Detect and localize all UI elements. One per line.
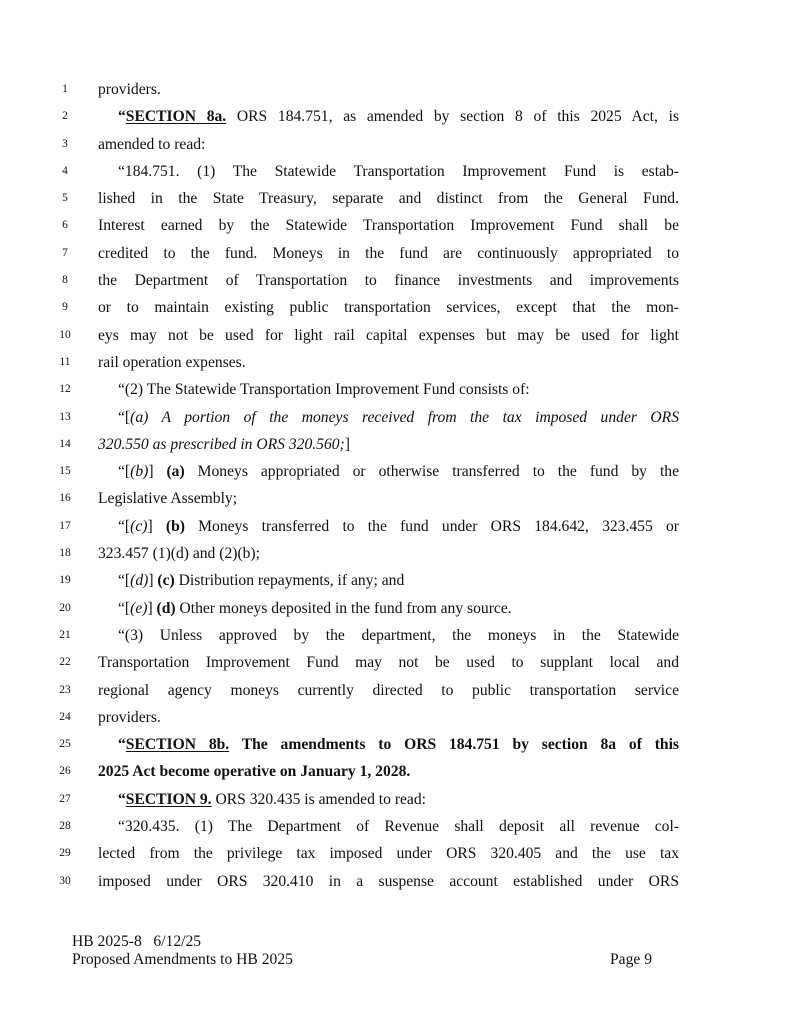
line-number: 9: [62, 301, 68, 314]
line-number: 19: [59, 574, 71, 587]
line-text: [98, 485, 679, 512]
text-segment: Interest earned by the Statewide Transportation Improvement Fund shall be: [98, 217, 679, 235]
text-segment: (a) A portion of the moneys received from the tax imposed under ORS: [130, 408, 679, 426]
text-segment: lished in the State Treasury, separate and distinct from the General Fund.: [98, 190, 679, 208]
text-segment: 2025 Act become operative on January 1, 2028.: [98, 763, 411, 781]
document-line: [0, 431, 800, 458]
line-number: 20: [59, 601, 71, 614]
text-segment: “[: [118, 463, 131, 481]
text-segment: “184.751. (1) The Statewide Transportation Improvement Fund is estab-: [118, 162, 679, 180]
footer-description: Proposed Amendments to HB 2025: [72, 951, 293, 968]
text-segment: amended to read:: [98, 135, 206, 153]
text-segment: providers.: [98, 81, 161, 98]
line-number: 6: [62, 219, 68, 232]
line-text: [98, 758, 679, 785]
text-segment: 320.550 as prescribed in ORS 320.560;: [98, 435, 345, 453]
section-heading: SECTION 8a.: [125, 108, 227, 126]
line-number: 14: [59, 437, 71, 450]
line-number: 7: [62, 246, 68, 259]
text-segment: (a): [166, 463, 185, 481]
line-text: [98, 240, 679, 267]
page-number: Page 9: [609, 951, 652, 968]
text-segment: (b): [165, 517, 185, 535]
text-segment: (c): [157, 572, 175, 590]
line-text: [98, 212, 679, 239]
document-line: [0, 458, 800, 485]
document-line: [0, 158, 800, 185]
document-line: [0, 294, 800, 321]
line-number: 13: [59, 410, 71, 423]
document-line: [0, 404, 800, 431]
document-line: [0, 131, 800, 158]
text-segment: the Department of Transportation to finance investments and improvements: [98, 272, 679, 290]
line-number: 28: [59, 820, 71, 833]
document-line: [0, 76, 800, 103]
text-segment: Transportation Improvement Fund may not be used to supplant local and: [98, 654, 679, 672]
line-number: 10: [59, 328, 71, 341]
line-text: [118, 567, 679, 594]
line-text: [118, 404, 679, 431]
line-text: [98, 185, 679, 212]
text-segment: ]: [148, 463, 167, 481]
text-segment: (d): [156, 599, 176, 617]
text-segment: “(2) The Statewide Transportation Improvement Fund consists of:: [118, 381, 530, 399]
text-segment: ]: [148, 572, 158, 590]
text-segment: (b): [130, 463, 149, 481]
text-segment: rail operation expenses.: [98, 353, 246, 371]
document-line: [0, 677, 800, 704]
line-number: 12: [59, 383, 71, 396]
line-text: [118, 513, 679, 540]
line-text: [98, 868, 679, 895]
text-segment: (d): [130, 572, 149, 590]
document-body: [0, 76, 800, 895]
text-segment: Other moneys deposited in the fund from any source.: [175, 599, 512, 617]
text-segment: (e): [130, 599, 148, 617]
section-heading: SECTION 8b.: [125, 736, 230, 754]
text-segment: “: [118, 790, 126, 808]
document-line: [0, 622, 800, 649]
line-number: 27: [59, 792, 71, 805]
text-segment: ]: [147, 517, 166, 535]
text-segment: credited to the fund. Moneys in the fund are continuously appropriated to: [98, 244, 679, 262]
document-line: [0, 349, 800, 376]
text-segment: “[: [118, 517, 131, 535]
line-number: 8: [62, 274, 68, 287]
document-line: [0, 376, 800, 403]
text-segment: ]: [344, 435, 350, 453]
document-line: [0, 731, 800, 758]
line-number: 29: [59, 847, 71, 860]
line-text: [98, 76, 679, 103]
line-number: 11: [59, 355, 71, 368]
line-text: [118, 376, 679, 403]
line-text: [98, 704, 679, 731]
line-number: 21: [59, 628, 71, 641]
text-segment: “: [118, 736, 126, 754]
text-segment: imposed under ORS 320.410 in a suspense account established under ORS: [98, 872, 679, 890]
text-segment: Distribution repayments, if any; and: [174, 572, 405, 590]
line-text: [98, 540, 679, 567]
text-segment: “[: [118, 408, 131, 426]
text-segment: providers.: [98, 708, 161, 726]
line-text: [118, 731, 679, 758]
text-segment: The amendments to ORS 184.751 by section 8a of this: [229, 736, 679, 754]
line-number: 17: [59, 519, 71, 532]
line-number: 4: [62, 164, 68, 177]
text-segment: “: [118, 108, 126, 126]
text-segment: “[: [118, 572, 131, 590]
section-heading: SECTION 9.: [125, 790, 212, 808]
document-line: [0, 758, 800, 785]
line-text: [118, 813, 679, 840]
line-number: 5: [62, 192, 68, 205]
line-text: [98, 294, 679, 321]
document-line: [0, 840, 800, 867]
text-segment: ]: [147, 599, 157, 617]
document-line: [0, 212, 800, 239]
document-line: [0, 595, 800, 622]
text-segment: or to maintain existing public transportation services, except that the mon-: [98, 299, 679, 317]
text-segment: (c): [130, 517, 148, 535]
text-segment: “[: [118, 599, 131, 617]
document-line: [0, 868, 800, 895]
text-segment: “(3) Unless approved by the department, the moneys in the Statewide: [118, 626, 679, 644]
line-text: [98, 131, 679, 158]
text-segment: lected from the privilege tax imposed under ORS 320.405 and the use tax: [98, 845, 679, 863]
line-number: 24: [59, 710, 71, 723]
line-text: [98, 322, 679, 349]
text-segment: Legislative Assembly;: [98, 490, 238, 508]
line-text: [98, 349, 679, 376]
line-text: [118, 786, 679, 813]
document-line: [0, 485, 800, 512]
text-segment: eys may not be used for light rail capital expenses but may be used for light: [98, 326, 679, 344]
document-line: [0, 513, 800, 540]
text-segment: ORS 184.751, as amended by section 8 of this 2025 Act, is: [226, 108, 679, 126]
document-line: [0, 704, 800, 731]
line-number: 2: [62, 110, 68, 123]
line-text: [118, 595, 679, 622]
document-line: [0, 813, 800, 840]
document-line: [0, 540, 800, 567]
line-number: 23: [59, 683, 71, 696]
text-segment: Moneys transferred to the fund under ORS 184.642, 323.455 or: [184, 517, 679, 535]
document-line: [0, 786, 800, 813]
line-number: 25: [59, 738, 71, 751]
text-segment: Moneys appropriated or otherwise transferred to the fund by the: [184, 463, 679, 481]
line-text: [98, 267, 679, 294]
document-line: [0, 103, 800, 130]
line-number: 18: [59, 547, 71, 560]
document-line: [0, 185, 800, 212]
line-text: [98, 431, 679, 458]
document-line: [0, 322, 800, 349]
line-text: [118, 622, 679, 649]
line-number: 16: [59, 492, 71, 505]
document-line: [0, 267, 800, 294]
line-text: [118, 158, 679, 185]
line-text: [118, 103, 679, 130]
text-segment: ORS 320.435 is amended to read:: [211, 790, 426, 808]
line-number: 15: [59, 465, 71, 478]
document-line: [0, 240, 800, 267]
document-line: [0, 649, 800, 676]
line-text: [98, 677, 679, 704]
line-text: [98, 840, 679, 867]
line-number: 22: [59, 656, 71, 669]
page-footer: [72, 933, 652, 969]
line-text: [118, 458, 679, 485]
line-text: [98, 649, 679, 676]
footer-bill-id: HB 2025-8 6/12/25: [72, 933, 202, 950]
text-segment: 323.457 (1)(d) and (2)(b);: [98, 545, 260, 563]
line-number: 26: [59, 765, 71, 778]
text-segment: “320.435. (1) The Department of Revenue shall deposit all revenue col-: [118, 818, 679, 836]
text-segment: regional agency moneys currently directed to public transportation service: [98, 681, 679, 699]
line-number: 30: [59, 874, 71, 887]
document-line: [0, 567, 800, 594]
line-number: 3: [62, 137, 68, 150]
line-number: 1: [62, 83, 68, 95]
